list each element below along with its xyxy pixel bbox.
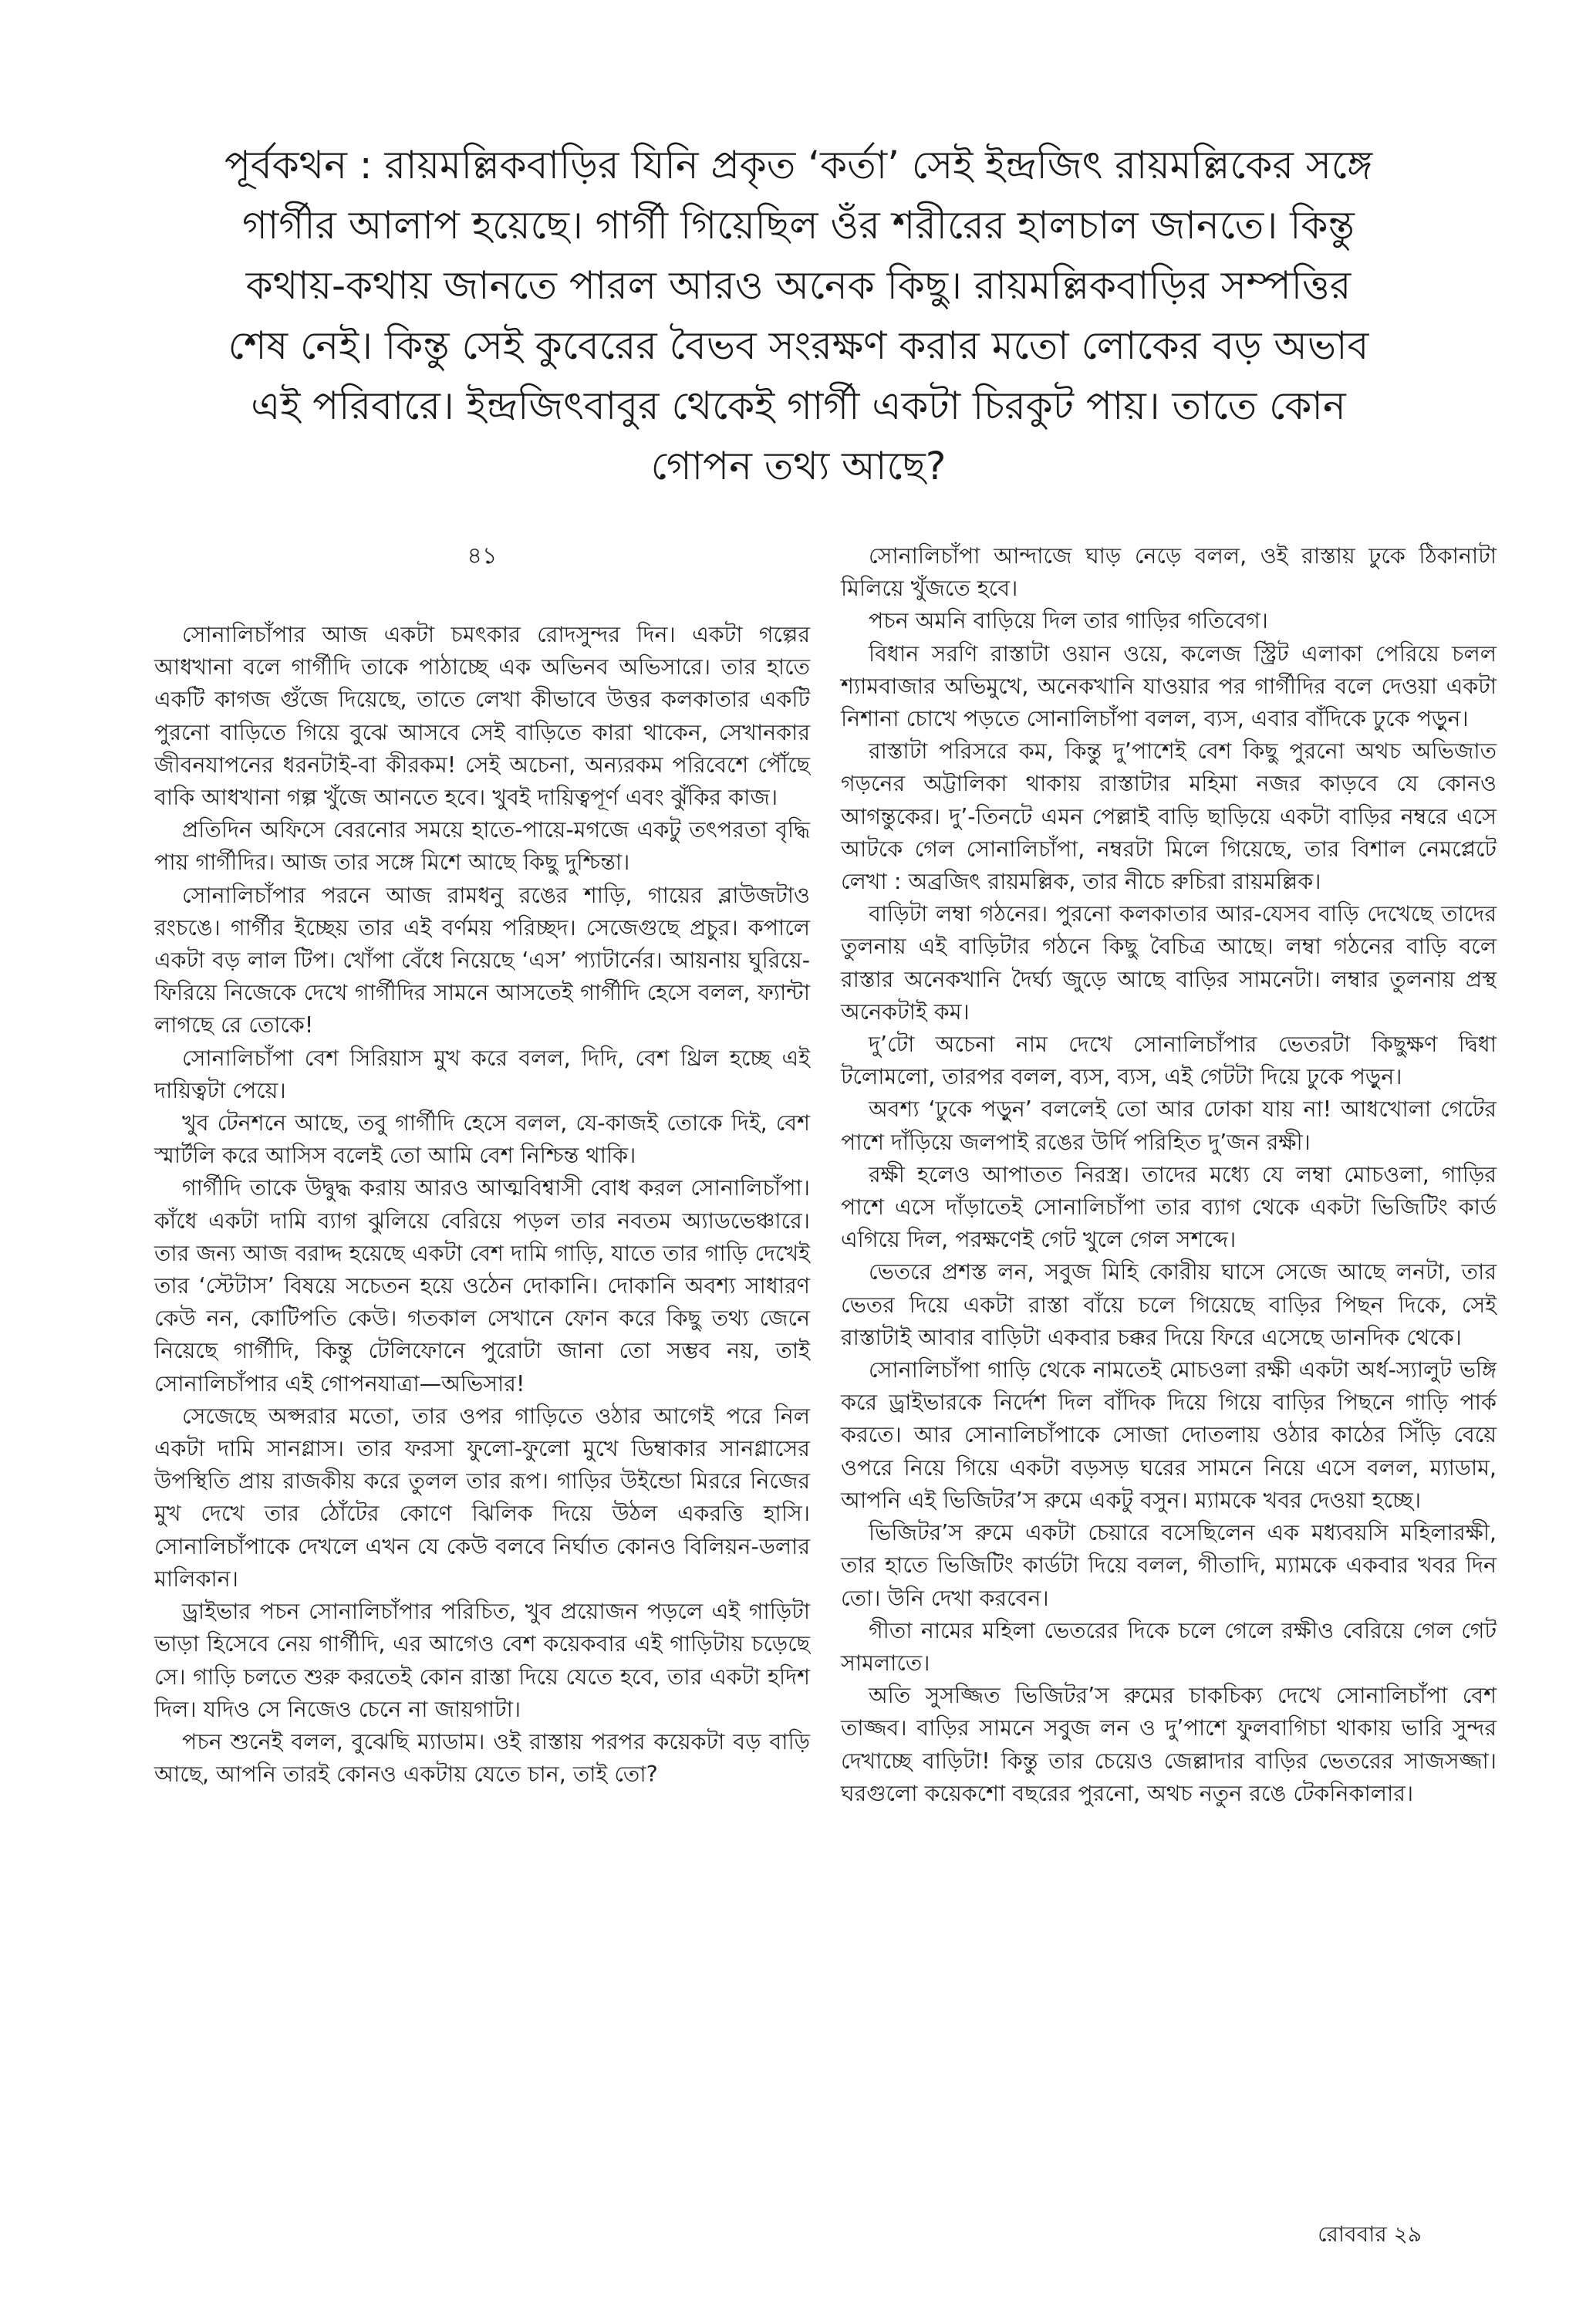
recap-line: শেষ নেই। কিন্তু সেই কুবেরের বৈভব সংরক্ষণ করার মতো লোকের বড় অভাব: [228, 323, 1369, 368]
recap-line: গোপন তথ্য আছে?: [650, 444, 947, 488]
paragraph: ভেতরে প্রশস্ত লন, সবুজ মিহি কোরীয় ঘাসে সেজে আছে লনটা, তার ভেতর দিয়ে একটা রাস্তা বাঁয়ে চলে গিয়েছে বাড়ির পিছন দিকে, সেই রাস্তাটাই আবার বাড়িটা একবার চক্কর দিয়ে ফিরে এসেছে ডানদিক থেকে।: [841, 1259, 1497, 1350]
paragraph: সোনালিচাঁপার পরনে আজ রামধনু রঙের শাড়ি, গায়ের ব্লাউজটাও রংচঙে। গার্গীর ইচ্ছেয় তার এই বর্ণময় পরিচ্ছদ। সেজেগুছে প্রচুর। কপালে একটা বড় লাল টিপ। খোঁপা বেঁধে নিয়েছে ‘এস’ প্যাটার্নের। আয়নায় ঘুরিয়ে-ফিরিয়ে নিজেকে দেখে গার্গীদির সামনে আসতেই গার্গীদি হেসে বলল, ফ্যান্টা লাগছে রে তোকে!: [154, 882, 810, 1039]
paragraph: সেজেছে অপ্সরার মতো, তার ওপর গাড়িতে ওঠার আগেই পরে নিল একটা দামি সানগ্লাস। তার ফরসা ফুলো-ফুলো মুখে ডিম্বাকার সানগ্লাসের উপস্থিতি প্রায় রাজকীয় করে তুলল তার রূপ। গাড়ির উইন্ডো মিররে নিজের মুখ দেখে তার ঠোঁটের কোণে ঝিলিক দিয়ে উঠল একরত্তি হাসি। সোনালিচাঁপাকে দেখলে এখন যে কেউ বলবে নির্ঘাত কোনও বিলিয়ন-ডলার মালিকান।: [154, 1403, 810, 1592]
paragraph: অবশ্য ‘ঢুকে পড়ুন’ বললেই তো আর ঢোকা যায় না! আধখোলা গেটের পাশে দাঁড়িয়ে জলপাই রঙের উর্দি পরিহিত দু’জন রক্ষী।: [841, 1096, 1497, 1155]
paragraph: বিধান সরণি রাস্তাটা ওয়ান ওয়ে, কলেজ স্ট্রিট এলাকা পেরিয়ে চলল শ্যামবাজার অভিমুখে, অনেকখানি যাওয়ার পর গার্গীদির বলে দেওয়া একটা নিশানা চোখে পড়তে সোনালিচাঁপা বলল, ব্যস, এবার বাঁদিকে ঢুকে পড়ুন।: [841, 640, 1497, 732]
recap-line: গার্গীর আলাপ হয়েছে। গার্গী গিয়েছিল ওঁর শরীরের হালচাল জানতে। কিন্তু: [242, 203, 1355, 248]
paragraph: প্রতিদিন অফিসে বেরনোর সময়ে হাতে-পায়ে-মগজে একটু তৎপরতা বৃদ্ধি পায় গার্গীদির। আজ তার সঙ্গে মিশে আছে কিছু দুশ্চিন্তা।: [154, 817, 810, 876]
paragraph: সোনালিচাঁপা বেশ সিরিয়াস মুখ করে বলল, দিদি, বেশ থ্রিল হচ্ছে এই দায়িত্বটা পেয়ে।: [154, 1045, 810, 1103]
page-number: ২৯: [1393, 2221, 1422, 2247]
recap-line: পূর্বকথন : রায়মল্লিকবাড়ির যিনি প্রকৃত ‘কর্তা’ সেই ইন্দ্রজিৎ রায়মল্লিকের সঙ্গে: [224, 143, 1373, 187]
story-recap: [158, 135, 1439, 496]
page-footer: [1318, 2219, 1422, 2250]
recap-line: এই পরিবারে। ইন্দ্রজিৎবাবুর থেকেই গার্গী একটা চিরকুট পায়। তাতে কোন: [251, 383, 1346, 428]
paragraph: রক্ষী হলেও আপাতত নিরস্ত্র। তাদের মধ্যে যে লম্বা মোচওলা, গাড়ির পাশে এসে দাঁড়াতেই সোনালিচাঁপা তার ব্যাগ থেকে একটা ভিজিটিং কার্ড এগিয়ে দিল, পরক্ষণেই গেট খুলে গেল সশব্দে।: [841, 1161, 1497, 1253]
paragraph: দু’টো অচেনা নাম দেখে সোনালিচাঁপার ভেতরটা কিছুক্ষণ দ্বিধা টলোমলো, তারপর বলল, ব্যস, ব্যস, এই গেটটা দিয়ে ঢুকে পড়ুন।: [841, 1032, 1497, 1090]
recap-line: কথায়-কথায় জানতে পারল আরও অনেক কিছু। রায়মল্লিকবাড়ির সম্পত্তির: [245, 263, 1352, 308]
right-column: [841, 540, 1497, 1810]
paragraph: অতি সুসজ্জিত ভিজিটর’স রুমের চাকচিক্য দেখে সোনালিচাঁপা বেশ তাজ্জব। বাড়ির সামনে সবুজ লন ও দু’পাশে ফুলবাগিচা থাকায় ভারি সুন্দর দেখাচ্ছে বাড়িটা! কিন্তু তার চেয়েও জেল্লাদার বাড়ির ভেতরের সাজসজ্জা। ঘরগুলো কয়েকশো বছরের পুরনো, অথচ নতুন রঙে টেকনিকালার।: [841, 1683, 1497, 1806]
paragraph: রাস্তাটা পরিসরে কম, কিন্তু দু’পাশেই বেশ কিছু পুরনো অথচ অভিজাত গড়নের অট্টালিকা থাকায় রাস্তাটার মহিমা নজর কাড়বে যে কোনও আগন্তুকের। দু’-তিনটে এমন পেল্লাই বাড়ি ছাড়িয়ে একটা বাড়ির নম্বরে এসে আটকে গেল সোনালিচাঁপা, নম্বরটা মিলে গিয়েছে, তার বিশাল নেমপ্লেটে লেখা : অব্রজিৎ রায়মল্লিক, তার নীচে রুচিরা রায়মল্লিক।: [841, 738, 1497, 895]
left-column: [154, 540, 810, 1791]
paragraph: ড্রাইভার পচন সোনালিচাঁপার পরিচিত, খুব প্রয়োজন পড়লে এই গাড়িটা ভাড়া হিসেবে নেয় গার্গীদি, এর আগেও বেশ কয়েকবার এই গাড়িটায় চড়েছে সে। গাড়ি চলতে শুরু করতেই কোন রাস্তা দিয়ে যেতে হবে, তার একটা হদিশ দিল। যদিও সে নিজেও চেনে না জায়গাটা।: [154, 1599, 810, 1722]
chapter-number: ৪১: [467, 542, 498, 569]
paragraph: পচন শুনেই বলল, বুঝেছি ম্যাডাম। ওই রাস্তায় পরপর কয়েকটা বড় বাড়ি আছে, আপনি তারই কোনও একটায় যেতে চান, তাই তো?: [154, 1728, 810, 1788]
paragraph: সোনালিচাঁপা গাড়ি থেকে নামতেই মোচওলা রক্ষী একটা অর্ধ-স্যালুট ভঙ্গি করে ড্রাইভারকে নির্দেশ দিল বাঁদিক দিয়ে গিয়ে বাড়ির পিছনে গাড়ি পার্ক করতে। আর সোনালিচাঁপাকে সোজা দোতলায় ওঠার কাঠের সিঁড়ি বেয়ে ওপরে নিয়ে গিয়ে একটা বড়সড় ঘরের সামনে নিয়ে এসে বলল, ম্যাডাম, আপনি এই ভিজিটর’স রুমে একটু বসুন। ম্যামকে খবর দেওয়া হচ্ছে।: [841, 1357, 1497, 1513]
paragraph: গীতা নামের মহিলা ভেতরের দিকে চলে গেলে রক্ষীও বেরিয়ে গেল গেট সামলাতে।: [841, 1617, 1497, 1676]
magazine-name: রোববার: [1318, 2221, 1387, 2247]
paragraph: বাড়িটা লম্বা গঠনের। পুরনো কলকাতার আর-যেসব বাড়ি দেখেছে তাদের তুলনায় এই বাড়িটার গঠনে কিছু বৈচিত্র আছে। লম্বা গঠনের বাড়ি বলে রাস্তার অনেকখানি দৈর্ঘ্য জুড়ে আছে বাড়ির সামনেটা। লম্বার তুলনায় প্রস্থ অনেকটাই কম।: [841, 901, 1497, 1025]
paragraph: পচন অমনি বাড়িয়ে দিল তার গাড়ির গতিবেগ।: [869, 608, 1268, 634]
paragraph: ভিজিটর’স রুমে একটা চেয়ারে বসেছিলেন এক মধ্যবয়সি মহিলারক্ষী, তার হাতে ভিজিটিং কার্ডটা দিয়ে বলল, গীতাদি, ম্যামকে একবার খবর দিন তো। উনি দেখা করবেন।: [841, 1520, 1497, 1611]
paragraph: খুব টেনশনে আছে, তবু গার্গীদি হেসে বলল, যে-কাজই তোকে দিই, বেশ স্মার্টলি করে আসিস বলেই তো আমি বেশ নিশ্চিন্ত থাকি।: [154, 1110, 810, 1169]
paragraph: সোনালিচাঁপা আন্দাজে ঘাড় নেড়ে বলল, ওই রাস্তায় ঢুকে ঠিকানাটা মিলিয়ে খুঁজতে হবে।: [841, 543, 1497, 602]
paragraph: সোনালিচাঁপার আজ একটা চমৎকার রোদসুন্দর দিন। একটা গল্পের আধখানা বলে গার্গীদি তাকে পাঠাচ্ছে এক অভিনব অভিসারে। তার হাতে একটি কাগজ গুঁজে দিয়েছে, তাতে লেখা কীভাবে উত্তর কলকাতার একটি পুরনো বাড়িতে গিয়ে বুঝে আসবে সেই বাড়িতে কারা থাকেন, সেখানকার জীবনযাপনের ধরনটাই-বা কীরকম! সেই অচেনা, অন্যরকম পরিবেশে পৌঁছে বাকি আধখানা গল্প খুঁজে আনতে হবে। খুবই দায়িত্বপূর্ণ এবং ঝুঁকির কাজ।: [154, 622, 810, 811]
paragraph: গার্গীদি তাকে উদ্বুদ্ধ করায় আরও আত্মবিশ্বাসী বোধ করল সোনালিচাঁপা। কাঁধে একটা দামি ব্যাগ ঝুলিয়ে বেরিয়ে পড়ল তার নবতম অ্যাডভেঞ্চারে। তার জন্য আজ বরাদ্দ হয়েছে একটা বেশ দামি গাড়ি, যাতে তার গাড়ি দেখেই তার ‘স্টেটাস’ বিষয়ে সচেতন হয়ে ওঠেন দোকানি। দোকানি অবশ্য সাধারণ কেউ নন, কোটিপতি কেউ। গতকাল সেখানে ফোন করে কিছু তথ্য জেনে নিয়েছে গার্গীদি, কিন্তু টেলিফোনে পুরোটা জানা তো সম্ভব নয়, তাই সোনালিচাঁপার এই গোপনযাত্রা—অভিসার!: [154, 1175, 810, 1397]
